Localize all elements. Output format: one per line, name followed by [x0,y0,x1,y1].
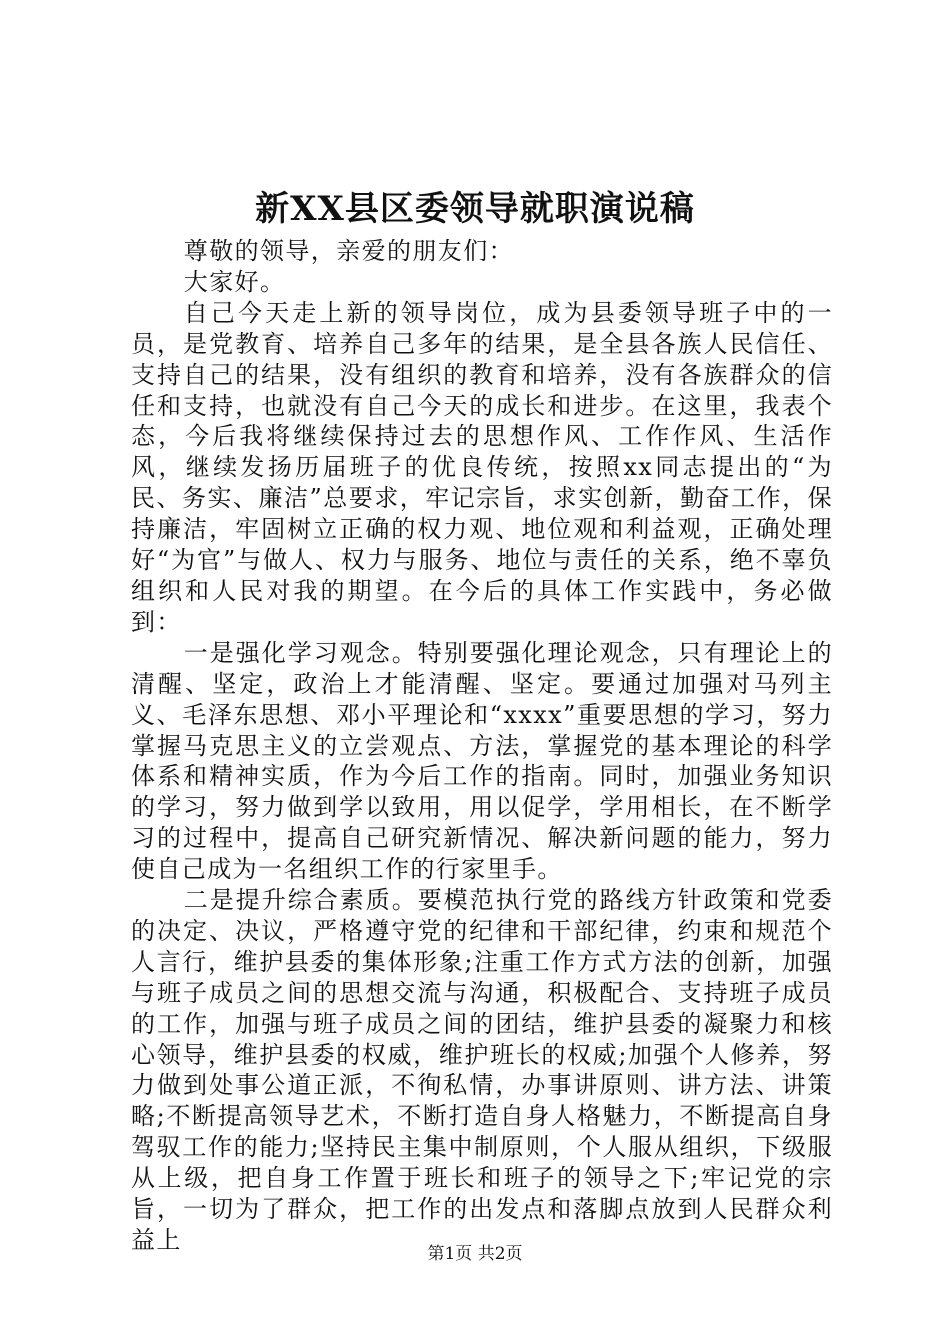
body-paragraph: 二是提升综合素质。要模范执行党的路线方针政策和党委的决定、决议，严格遵守党的纪律和干部纪律，约束和规范个人言行，维护县委的集体形象;注重工作方式方法的创新，加强与班子成员之间的思想交流与沟通，积极配合、支持班子成员的工作，加强与班子成员之间的团结，维护县委的凝聚力和核心领导，维护县委的权威，维护班长的权威;加强个人修养，努力做到处事公道正派，不徇私情，办事讲原则、讲方法、讲策略;不断提高领导艺术，不断打造自身人格魅力，不断提高自身驾驭工作的能力;坚持民主集中制原则，个人服从组织，下级服从上级，把自身工作置于班长和班子的领导之下;牢记党的宗旨，一切为了群众，把工作的出发点和落脚点放到人民群众利益上 [131,886,833,1254]
document-title: 新XX县区委领导就职演说稿 [255,189,695,229]
body-paragraph: 一是强化学习观念。特别要强化理论观念，只有理论上的清醒、坚定，政治上才能清醒、坚定。要通过加强对马列主义、毛泽东思想、邓小平理论和“xxxx”重要思想的学习，努力掌握马克思主义的立尝观点、方法，掌握党的基本理论的科学体系和精神实质，作为今后工作的指南。同时，加强业务知识的学习，努力做到学以致用，用以促学，学用相长，在不断学习的过程中，提高自己研究新情况、解决新问题的能力，努力使自己成为一名组织工作的行家里手。 [131,638,833,884]
greeting-paragraph: 大家好。 [183,267,286,296]
document-body [131,236,833,1256]
salutation-paragraph: 尊敬的领导，亲爱的朋友们： [183,237,514,265]
body-paragraph: 自己今天走上新的领导岗位，成为县委领导班子中的一员，是党教育、培养自己多年的结果，是全县各族人民信任、支持自己的结果，没有组织的教育和培养，没有各族群众的信任和支持，也就没有自己今天的成长和进步。在这里，我表个态，今后我将继续保持过去的思想作风、工作作风、生活作风，继续发扬历届班子的优良传统，按照xx同志提出的“为民、务实、廉洁”总要求，牢记宗旨，求实创新，勤奋工作，保持廉洁，牢固树立正确的权力观、地位观和利益观，正确处理好“为官”与做人、权力与服务、地位与责任的关系，绝不辜负组织和人民对我的期望。在今后的具体工作实践中，务必做到： [131,298,833,636]
page-indicator: 第1页 共2页 [427,1244,523,1264]
